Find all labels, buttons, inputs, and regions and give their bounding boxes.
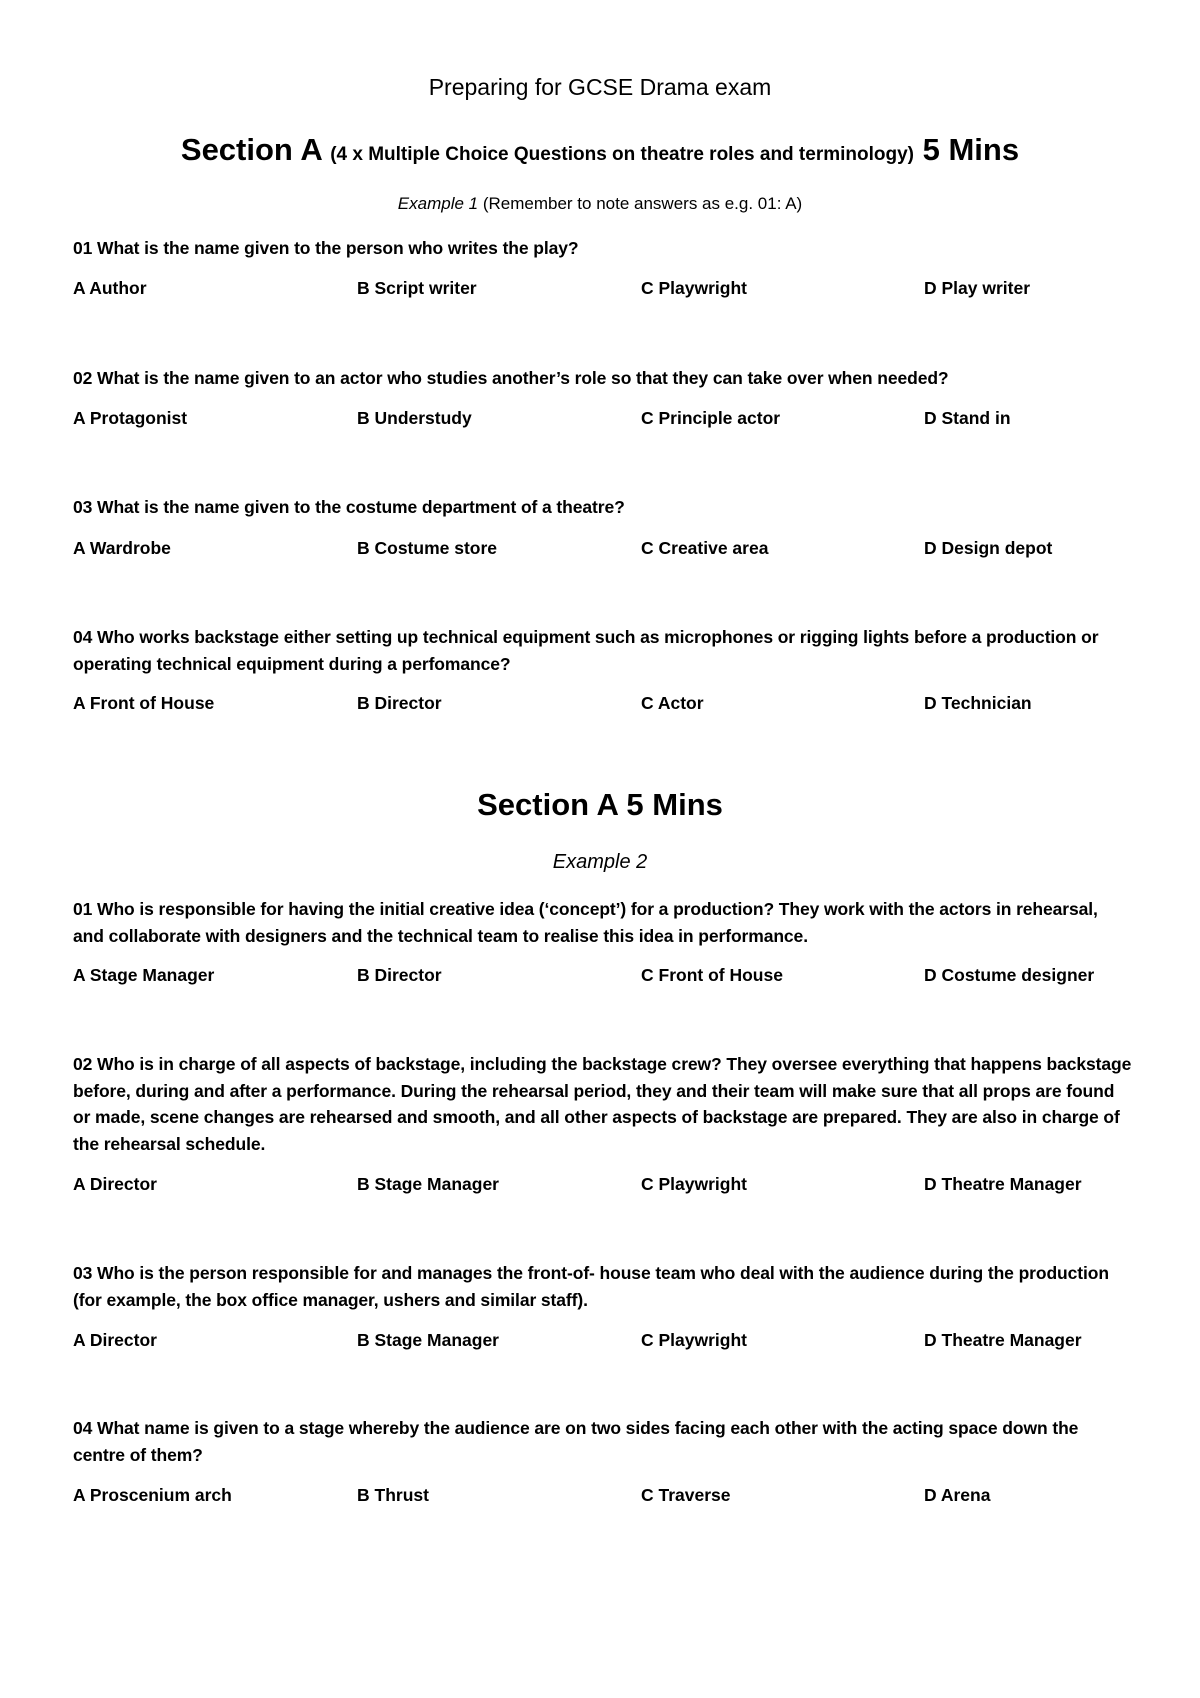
option-c: C Front of House bbox=[641, 965, 783, 985]
option-d: D Costume designer bbox=[924, 965, 1095, 985]
question-1-3: 03 What is the name given to the costume department of a theatre? bbox=[73, 497, 625, 517]
options-2-4 bbox=[73, 1485, 1133, 1509]
option-d: D Theatre Manager bbox=[924, 1174, 1082, 1194]
options-2-2 bbox=[73, 1174, 1133, 1198]
example-note: (Remember to note answers as e.g. 01: A) bbox=[482, 194, 803, 213]
example-2-line bbox=[0, 851, 1200, 874]
section-a-heading-2: Section A 5 Mins bbox=[477, 787, 723, 822]
option-a: A Director bbox=[73, 1330, 157, 1350]
option-d: D Play writer bbox=[924, 278, 1031, 298]
option-a: A Author bbox=[73, 278, 147, 298]
example-label: Example 1 bbox=[397, 194, 479, 213]
section-a-heading bbox=[0, 132, 1200, 168]
options-1-2 bbox=[73, 408, 1133, 432]
option-b: B Costume store bbox=[357, 538, 498, 558]
section-subtitle: (4 x Multiple Choice Questions on theatre roles and terminology) bbox=[330, 144, 914, 165]
option-b: B Script writer bbox=[357, 278, 477, 298]
question-2-4: 04 What name is given to a stage whereby the audience are on two sides facing each other with the acting space down the centre of them? bbox=[73, 1418, 1079, 1465]
option-a: A Stage Manager bbox=[73, 965, 215, 985]
option-c: C Actor bbox=[641, 693, 704, 713]
option-c: C Traverse bbox=[641, 1485, 731, 1505]
option-b: B Stage Manager bbox=[357, 1330, 499, 1350]
option-a: A Wardrobe bbox=[73, 538, 171, 558]
option-a: A Protagonist bbox=[73, 408, 188, 428]
option-c: C Playwright bbox=[641, 1330, 747, 1350]
option-d: D Technician bbox=[924, 693, 1032, 713]
section-time: 5 Mins bbox=[922, 132, 1020, 167]
option-b: B Thrust bbox=[357, 1485, 429, 1505]
question-1-2: 02 What is the name given to an actor who studies another’s role so that they can take over when needed? bbox=[73, 368, 949, 388]
question-2-2: 02 Who is in charge of all aspects of backstage, including the backstage crew? They oversee everything that happens backstage before, during and after a performance. During the rehearsal period, they and their team will make sure that all props are found or made, scene changes are rehearsed and smooth, and all other aspects of backstage are prepared. They are also in charge of the rehearsal schedule. bbox=[73, 1054, 1132, 1154]
section-title: Section A bbox=[180, 132, 322, 167]
question-2-1: 01 Who is responsible for having the initial creative idea (‘concept’) for a production? They work with the actors in rehearsal, and collaborate with designers and the technical team to realise this idea in performance. bbox=[73, 899, 1098, 946]
options-1-3 bbox=[73, 538, 1133, 562]
option-b: B Understudy bbox=[357, 408, 472, 428]
question-1-1: 01 What is the name given to the person who writes the play? bbox=[73, 238, 579, 258]
example-1-line bbox=[0, 194, 1200, 214]
option-b: B Stage Manager bbox=[357, 1174, 499, 1194]
options-2-1 bbox=[73, 965, 1133, 989]
option-b: B Director bbox=[357, 965, 442, 985]
question-1-4: 04 Who works backstage either setting up technical equipment such as microphones or rigging lights before a production or operating technical equipment during a perfomance? bbox=[73, 627, 1099, 674]
document-title: Preparing for GCSE Drama exam bbox=[428, 74, 772, 100]
option-d: D Theatre Manager bbox=[924, 1330, 1082, 1350]
option-a: A Front of House bbox=[73, 693, 215, 713]
option-a: A Proscenium arch bbox=[73, 1485, 232, 1505]
options-1-4 bbox=[73, 693, 1133, 717]
option-c: C Playwright bbox=[641, 1174, 747, 1194]
example-label: Example 2 bbox=[552, 851, 648, 873]
option-d: D Design depot bbox=[924, 538, 1053, 558]
option-c: C Creative area bbox=[641, 538, 769, 558]
options-1-1 bbox=[73, 278, 1133, 302]
option-a: A Director bbox=[73, 1174, 157, 1194]
option-d: D Arena bbox=[924, 1485, 991, 1505]
option-d: D Stand in bbox=[924, 408, 1011, 428]
option-b: B Director bbox=[357, 693, 442, 713]
options-2-3 bbox=[73, 1330, 1133, 1354]
option-c: C Principle actor bbox=[641, 408, 781, 428]
option-c: C Playwright bbox=[641, 278, 747, 298]
question-2-3: 03 Who is the person responsible for and manages the front-of- house team who deal with the audience during the production (for example, the box office manager, ushers and similar staff). bbox=[73, 1263, 1109, 1310]
